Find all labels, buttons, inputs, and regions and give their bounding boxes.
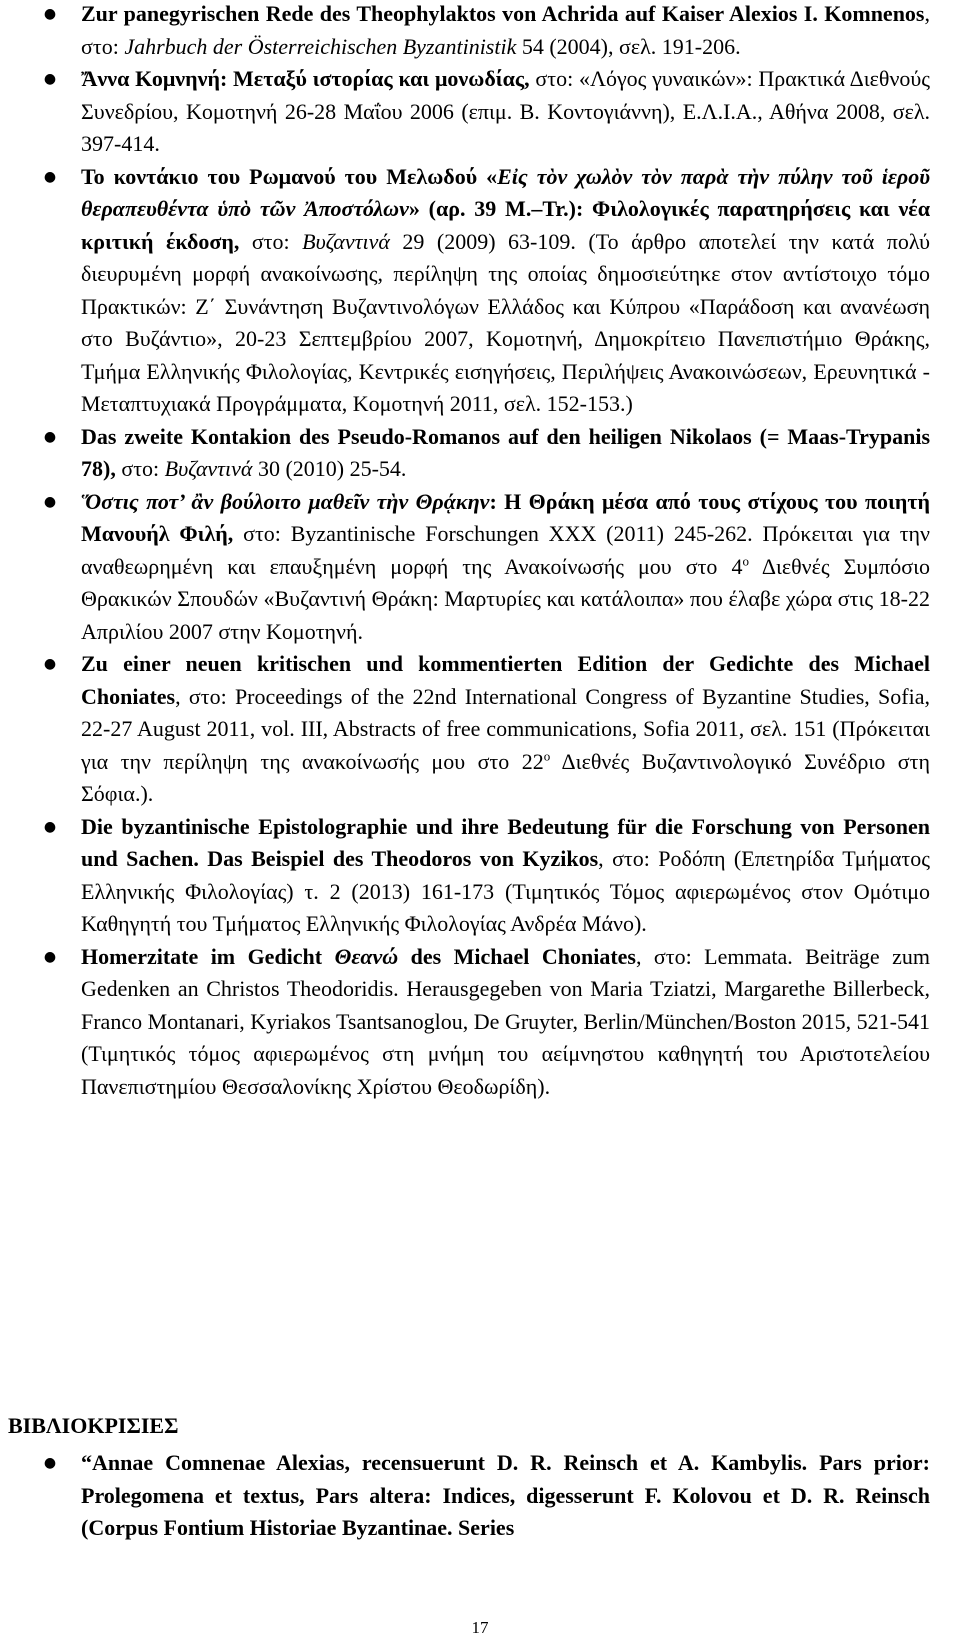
- bibliography-entry: [0, 161, 960, 421]
- entry-text-segment: Zu einer neuen kritischen und kommentierten Edition der Gedichte des Michael Choniates: [81, 651, 930, 709]
- entry-text-segment: Ἄννα Κομνηνή: Μεταξύ ιστορίας και μονωδίας,: [81, 66, 530, 91]
- bibliography-entry: [0, 421, 960, 486]
- entry-text-segment: ο: [742, 553, 749, 569]
- bibliography-entry: [0, 486, 960, 649]
- entry-text-segment: στο:: [115, 456, 165, 481]
- bullet-icon: ●: [43, 656, 57, 672]
- entry-text-segment: des Michael Choniates: [398, 943, 636, 969]
- entry-text-segment: Διεθνές Συμπόσιο Θρακικών Σπουδών «Βυζαντινή Θράκη: Μαρτυρίες και κατάλοιπα» που έλαβε χώρα στις 18-22 Απριλίου 2007 στην Κομοτηνή.: [81, 553, 931, 644]
- bullet-icon: ●: [43, 428, 57, 445]
- review-list: [0, 1447, 960, 1545]
- entry-text-segment: στο:: [239, 228, 303, 254]
- entry-text-segment: , στο:: [81, 1, 930, 59]
- entry-text-segment: Διεθνές Βυζαντινολογικό Συνέδριο στη Σόφια.).: [81, 748, 930, 806]
- entry-text-segment: Homerzitate im Gedicht: [81, 943, 335, 969]
- entry-text-segment: στο: «Λόγος γυναικών»: Πρακτικά Διεθνούς Συνεδρίου, Κομοτηνή 26-28 Μαΐου 2006 (επιμ. Β. Κοντογιάννη), Ε.Λ.Ι.Α., Αθήνα 2008, σελ. 397-414.: [81, 66, 930, 156]
- entry-text-segment: Βυζαντινά: [302, 228, 390, 254]
- section-heading: ΒΙΒΛΙΟΚΡΙΣΙΕΣ: [8, 1413, 179, 1438]
- entry-text-segment: ο: [543, 748, 551, 764]
- entry-text-segment: : Η Θράκη μέσα από τους στίχους του ποιητή Μανουήλ Φιλή,: [81, 488, 930, 546]
- entry-text-segment: , στο: Proceedings of the 22nd International Congress of Byzantine Studies, Sofia, 22-27 August 2011, vol. III, Abstracts of free communications, Sofia 2011, σελ. 151 (Πρόκειται για την περίληψη της ανακοίνωσής μου στο 22: [81, 683, 930, 774]
- entry-text-segment: Zur panegyrischen Rede des Theophylaktos von Achrida auf Kaiser Alexios I. Komnenos: [81, 1, 925, 26]
- bullet-icon: ●: [43, 493, 57, 510]
- entry-text-segment: , στο: Ροδόπη (Επετηρίδα Τμήματος Ελληνικής Φιλολογίας) τ. 2 (2013) 161-173 (Τιμητικός Τόμος αφιερωμένος στον Ομότιμο Καθηγητή του Τμήματος Ελληνικής Φιλολογίας Ανδρέα Μάνο).: [81, 846, 930, 936]
- entry-text-segment: , στο: Lemmata. Beiträge zum Gedenken an Christos Theodoridis. Herausgegeben von Maria Tziatzi, Margarethe Billerbeck, Franco Montanari, Kyriakos Tsantsanoglou, De Gruyter, Berlin/München/Boston 2015, 521-541 (Τιμητικός τόμος αφιερωμένος στη μνήμη του αείμνηστου καθηγητή του Αριστοτελείου Πανεπιστημίου Θεσσαλονίκης Χρίστου Θεοδωρίδη).: [81, 943, 930, 1099]
- bullet-icon: ●: [43, 818, 57, 835]
- entry-text-segment: “Annae Comnenae Alexias, recensuerunt D. R. Reinsch et A. Kambylis. Pars prior: Prolegomena et textus, Pars altera: Indices, digesserunt F. Kolovou et D. R. Reinsch (Corpus Fontium Historiae Byzantinae. Series: [81, 1450, 930, 1540]
- entry-text-segment: » (αρ. 39 M.‒Tr.): Φιλολογικές παρατηρήσεις και νέα κριτική έκδοση,: [81, 196, 930, 254]
- bullet-icon: ●: [43, 71, 57, 87]
- bullet-icon: ●: [43, 948, 57, 965]
- entry-text-segment: 54 (2004), σελ. 191-206.: [516, 33, 741, 59]
- entry-text-segment: Θεανώ: [334, 943, 399, 969]
- bibliography-entry: [0, 0, 960, 63]
- entry-text-segment: Jahrbuch der Österreichischen Byzantinistik: [124, 33, 517, 59]
- entry-text-segment: Ὅστις ποτ’ ἂν βούλοιτο μαθεῖν τὴν Θρᾴκην: [81, 488, 490, 514]
- entry-text-segment: Das zweite Kontakion des Pseudo-Romanos auf den heiligen Nikolaos (= Maas-Trypanis 78),: [81, 423, 930, 481]
- bibliography-entry: [0, 811, 960, 941]
- bibliography-entry: [0, 1447, 960, 1545]
- entry-text-segment: Εἰς τὸν χωλὸν τὸν παρὰ τὴν πύλην τοῦ ἱεροῦ θεραπευθέντα ὑπὸ τῶν Ἀποστόλων: [81, 163, 930, 221]
- entry-text-segment: Βυζαντινά: [164, 456, 253, 481]
- bibliography-entry: [0, 63, 960, 161]
- entry-text-segment: στο: Byzantinische Forschungen XXX (2011) 245-262. Πρόκειται για την αναθεωρημένη και επαυξημένη μορφή της Ανακοίνωσής μου στο 4: [81, 521, 930, 579]
- entry-text-segment: 30 (2010) 25-54.: [252, 456, 407, 481]
- entry-text-segment: Die byzantinische Epistolographie und ihre Bedeutung für die Forschung von Personen und Sachen. Das Beispiel des Theodoros von Kyzikos: [81, 813, 930, 871]
- entry-text-segment: 29 (2009) 63-109. (Το άρθρο αποτελεί την κατά πολύ διευρυμένη μορφή ανακοίνωσης, περίληψη της οποίας δημοσιεύτηκε στον αντίστοιχο τόμο Πρακτικών: Ζ΄ Συνάντηση Βυζαντινολόγων Ελλάδος και Κύπρου «Παράδοση και ανανέωση στο Βυζάντιο», 20-23 Σεπτεμβρίου 2007, Κομοτηνή, Δημοκρίτειο Πανεπιστήμιο Θράκης, Τμήμα Ελληνικής Φιλολογίας, Κεντρικές εισηγήσεις, Περιλήψεις Ανακοινώσεων, Ερευνητικά - Μεταπτυχιακά Προγράμματα, Κομοτηνή 2011, σελ. 152-153.): [81, 228, 930, 416]
- page-number: 17: [471, 1618, 489, 1637]
- bullet-icon: ●: [43, 168, 57, 185]
- bullet-icon: ●: [43, 1455, 57, 1471]
- entry-text-segment: Το κοντάκιο του Ρωμανού του Μελωδού «: [81, 163, 498, 189]
- bullet-icon: ●: [43, 6, 57, 22]
- bibliography-entry: [0, 941, 960, 1104]
- bibliography-entry: [0, 648, 960, 811]
